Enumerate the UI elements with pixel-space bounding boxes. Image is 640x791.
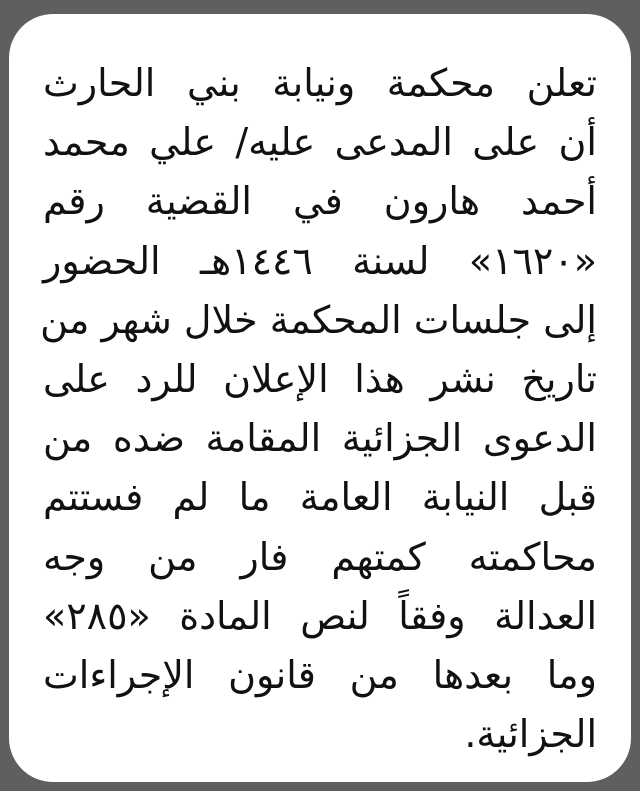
notice-line: محاكمته كمتهم فار من وجه — [43, 534, 597, 579]
notice-line: تاريخ نشر هذا الإعلان للرد على — [43, 357, 597, 402]
notice-line: أحمد هارون في القضية رقم — [43, 179, 597, 224]
legal-notice-text — [40, 54, 597, 764]
notice-card — [9, 14, 631, 782]
notice-line: قبل النيابة العامة ما لم فستتم — [43, 475, 597, 520]
notice-line: إلى جلسات المحكمة خلال شهر من — [40, 297, 597, 342]
notice-line: تعلن محكمة ونيابة بني الحارث — [43, 61, 597, 105]
notice-line: الجزائية. — [464, 712, 597, 757]
notice-line: أن على المدعى عليه/ علي محمد — [43, 120, 597, 165]
notice-line: «١٦٢٠» لسنة ١٤٤٦هـ الحضور — [43, 238, 597, 283]
notice-line: وما بعدها من قانون الإجراءات — [43, 653, 597, 698]
notice-line: العدالة وفقاً لنص المادة «٢٨٥» — [43, 593, 597, 638]
notice-line: الدعوى الجزائية المقامة ضده من — [43, 416, 597, 461]
